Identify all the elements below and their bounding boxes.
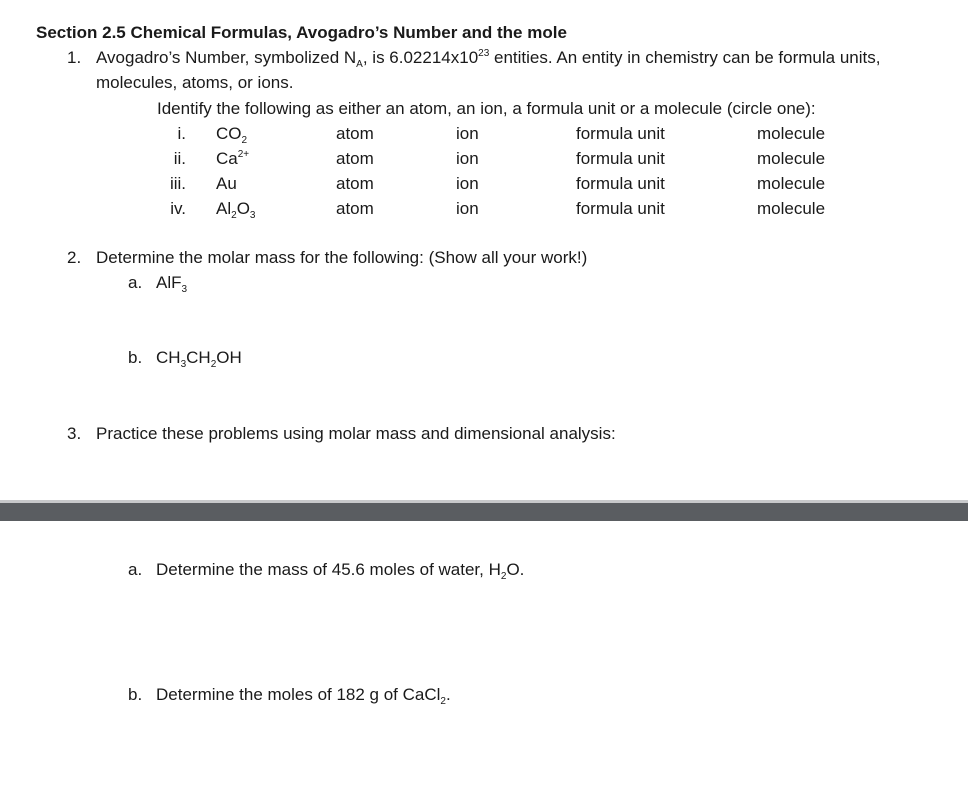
formula-text: Al <box>216 199 232 218</box>
subscript: 2 <box>500 571 507 582</box>
q1-instruction: Identify the following as either an atom, an ion, a formula unit or a molecule (circle one): <box>157 99 816 118</box>
q1-choice-molecule[interactable]: molecule <box>757 199 826 218</box>
q3-a-text <box>156 560 524 580</box>
q1-choice-formula-unit[interactable]: formula unit <box>576 174 665 193</box>
q1-row-numeral: iii. <box>169 174 186 193</box>
q2-a-formula <box>156 273 187 293</box>
subscript: 2 <box>231 210 237 221</box>
q1-row-numeral: ii. <box>173 149 186 168</box>
q1-line1 <box>96 48 880 68</box>
formula-text: Determine the moles of 182 g of CaCl <box>156 685 441 704</box>
subscript: 2 <box>210 359 217 370</box>
superscript: 2+ <box>237 149 250 160</box>
formula-text: CO <box>216 124 242 143</box>
formula-text: O <box>236 199 250 218</box>
q1-choice-molecule[interactable]: molecule <box>757 149 826 168</box>
q1-choice-atom[interactable]: atom <box>336 124 374 143</box>
formula-text: Au <box>216 174 237 193</box>
q1-choice-molecule[interactable]: molecule <box>757 124 826 143</box>
q1-row-formula <box>216 199 255 219</box>
q1-choice-ion[interactable]: ion <box>456 174 479 193</box>
q1-row-formula <box>216 124 247 144</box>
q3-a-label: a. <box>128 560 143 579</box>
subscript: 3 <box>180 359 187 370</box>
q1-subscript: A <box>356 59 363 70</box>
page-divider <box>0 503 968 521</box>
q1-choice-atom[interactable]: atom <box>336 199 374 218</box>
q1-choice-ion[interactable]: ion <box>456 199 479 218</box>
q3-b-label: b. <box>128 685 143 704</box>
q1-choice-formula-unit[interactable]: formula unit <box>576 124 665 143</box>
subscript: 3 <box>181 284 188 295</box>
formula-text: Determine the mass of 45.6 moles of water, H <box>156 560 501 579</box>
q1-text-a: Avogadro’s Number, symbolized N <box>96 48 357 67</box>
q2-b-label: b. <box>128 348 143 367</box>
subscript: 3 <box>249 210 256 221</box>
q2-b-formula <box>156 348 242 368</box>
q2-number: 2. <box>67 248 82 267</box>
q1-row-formula <box>216 149 249 169</box>
q1-row-numeral: iv. <box>170 199 186 218</box>
q1-number: 1. <box>67 48 82 67</box>
q1-line2: molecules, atoms, or ions. <box>96 73 294 92</box>
q2-text: Determine the molar mass for the following: (Show all your work!) <box>96 248 588 267</box>
q3-number: 3. <box>67 424 82 443</box>
formula-text: AlF <box>156 273 182 292</box>
formula-text: CH <box>156 348 181 367</box>
q1-choice-ion[interactable]: ion <box>456 124 479 143</box>
formula-text: CH <box>186 348 211 367</box>
q3-b-text <box>156 685 451 705</box>
q1-choice-atom[interactable]: atom <box>336 149 374 168</box>
q1-choice-atom[interactable]: atom <box>336 174 374 193</box>
q2-a-label: a. <box>128 273 143 292</box>
q1-text-c: entities. An entity in chemistry can be formula units, <box>489 48 881 67</box>
formula-text: O. <box>506 560 525 579</box>
formula-text: Ca <box>216 149 238 168</box>
q1-row-numeral: i. <box>177 124 186 143</box>
subscript: 2 <box>241 135 248 146</box>
q1-choice-formula-unit[interactable]: formula unit <box>576 149 665 168</box>
formula-text: . <box>445 685 451 704</box>
q3-text: Practice these problems using molar mass and dimensional analysis: <box>96 424 616 443</box>
q1-choice-molecule[interactable]: molecule <box>757 174 826 193</box>
q1-exponent: 23 <box>478 48 490 59</box>
section-title: Section 2.5 Chemical Formulas, Avogadro’s Number and the mole <box>36 23 567 42</box>
formula-text: OH <box>216 348 242 367</box>
q1-choice-formula-unit[interactable]: formula unit <box>576 199 665 218</box>
q1-row-formula <box>216 174 237 194</box>
q1-text-b: , is 6.02214x10 <box>362 48 479 67</box>
q1-choice-ion[interactable]: ion <box>456 149 479 168</box>
subscript: 2 <box>440 696 446 707</box>
